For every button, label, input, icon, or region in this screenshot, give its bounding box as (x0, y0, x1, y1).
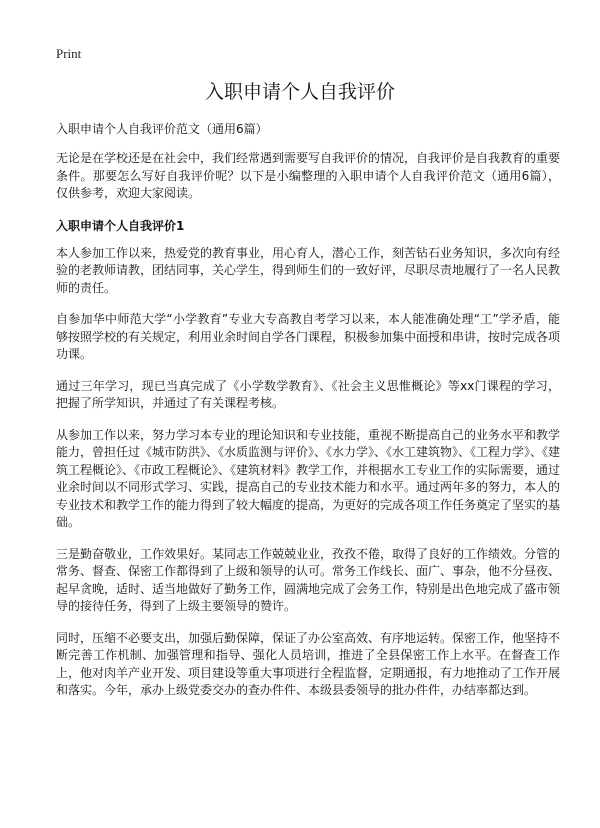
body-paragraph: 同时，压缩不必要支出，加强后勤保障，保证了办公室高效、有序地运转。保密工作，他坚持不断完善工作机制、加强管理和指导、强化人员培训，推进了全县保密工作上水平。在督查工作上，他对肉羊产业开发、项目建设等重大事项进行全程监督，定期通报，有力地推动了工作开展和落实。今年，承办上级党委交办的查办件件、本级县委领导的批办件件，办结率都达到。 (56, 630, 561, 697)
body-paragraph: 通过三年学习，现已当真完成了《小学数学教育》、《社会主义思惟概论》等xx门课程的学习，把握了所学知识，并通过了有关课程考核。 (56, 378, 560, 410)
section-heading: 入职申请个人自我评价1 (56, 218, 185, 233)
document-body (56, 150, 560, 714)
print-link[interactable]: Print (56, 46, 82, 61)
document-subtitle: 入职申请个人自我评价范文（通用6篇） (56, 122, 268, 136)
body-paragraph: 本人参加工作以来，热爱党的教育事业，用心育人，潜心工作，刻苦钻石业务知识，多次向有经验的老教师请教，团结同事，关心学生，得到师生们的一致好评，尽职尽责地履行了一名人民教师的责任。 (56, 245, 561, 295)
body-paragraph: 三是勤奋敬业，工作效果好。某同志工作兢兢业业，孜孜不倦，取得了良好的工作绩效。分管的常务、督查、保密工作都得到了上级和领导的认可。常务工作线长、面广、事杂，他不分昼夜、起早贪晚，适时、适当地做好了勤务工作，圆满地完成了会务工作，特别是出色地完成了盛市领导的接待任务，得到了上级主要领导的赞许。 (56, 546, 561, 613)
body-paragraph: 从参加工作以来，努力学习本专业的理论知识和专业技能，重视不断提高自己的业务水平和教学能力，曾担任过《城市防洪》、《水质监测与评价》、《水力学》、《水工建筑物》、《工程力学》、《建筑工程概论》、《市政工程概论》、《建筑材料》教学工作，并根据水工专业工作的实际需要，通过业余时间以不同形式学习、实践，提高自己的专业技术能力和水平。通过两年多的努力，本人的专业技术和教学工作的能力得到了较大幅度的提高，为更好的完成各项工作任务奠定了坚实的基础。 (56, 427, 561, 529)
intro-paragraph: 无论是在学校还是在社会中，我们经常遇到需要写自我评价的情况，自我评价是自我教育的重要条件。那要怎么写好自我评价呢？以下是小编整理的入职申请个人自我评价范文（通用6篇），仅供参考，欢迎大家阅读。 (56, 151, 561, 200)
page-title: 入职申请个人自我评价 (204, 81, 395, 103)
body-paragraph: 自参加华中师范大学“小学教育”专业大专高教自考学习以来，本人能准确处理“工”学矛盾，能够按照学校的有关规定，利用业余时间自学各门课程，积极参加集中面授和串讲，按时完成各项功课。 (56, 312, 561, 361)
